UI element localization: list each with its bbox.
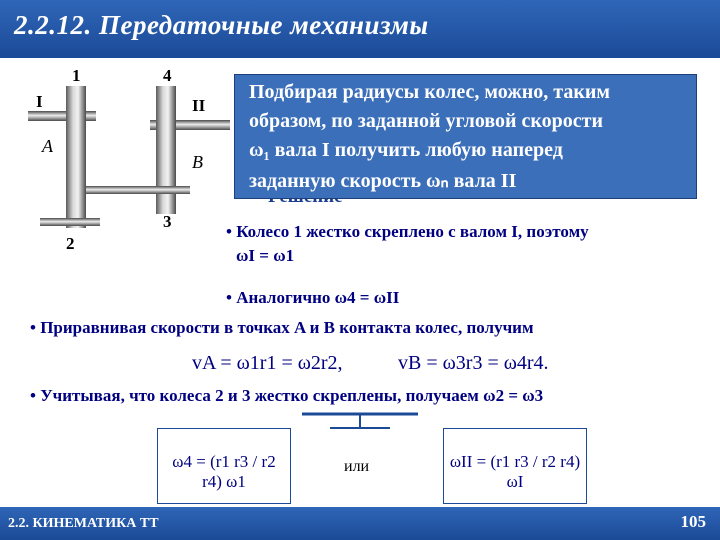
popup-line-1: Подбирая радиусы колес, можно, таким bbox=[249, 81, 611, 103]
bullet-2: • Аналогично ω4 = ωII bbox=[226, 288, 400, 307]
popup-line-4: заданную скорость ωₙ вала II bbox=[249, 170, 517, 192]
bullet-2-text: Аналогично ω4 = ωII bbox=[236, 288, 400, 307]
label-shaft-i: I bbox=[36, 92, 43, 111]
label-point-a: A bbox=[42, 136, 53, 156]
connector-or: или bbox=[344, 458, 370, 475]
label-wheel-4: 4 bbox=[163, 66, 172, 85]
bullet-3: • Приравнивая скорости в точках A и B контакта колес, получим bbox=[30, 318, 534, 337]
slide-title: 2.2.12. Передаточные механизмы bbox=[14, 10, 429, 40]
info-popup bbox=[234, 74, 697, 199]
wheel-4 bbox=[156, 86, 176, 174]
footer-section: 2.2. КИНЕМАТИКА ТТ bbox=[8, 516, 159, 531]
label-point-b: B bbox=[192, 152, 203, 172]
bullet-1-formula: ωI = ω1 bbox=[236, 246, 295, 265]
result-formula-2: ωII = (r1 r3 / r2 r4) ωI bbox=[449, 452, 581, 491]
wheel-2 bbox=[66, 146, 86, 228]
shaft-i-stub bbox=[40, 218, 100, 226]
popup-line-3: ω₁ вала I получить любую наперед bbox=[249, 139, 563, 161]
bullet-4-text: Учитывая, что колеса 2 и 3 жестко скреплены, получаем ω2 = ω3 bbox=[40, 386, 544, 405]
equation-left: vA = ω1r1 = ω2r2, bbox=[192, 352, 343, 374]
shaft-middle bbox=[86, 186, 190, 194]
label-wheel-2: 2 bbox=[66, 234, 75, 253]
result-formula-1: ω4 = (r1 r3 / r2 r4) ω1 bbox=[172, 452, 276, 491]
bullet-1-cont bbox=[236, 246, 294, 266]
slide-footer bbox=[0, 507, 720, 540]
popup-line-2: образом, по заданной угловой скорости bbox=[249, 110, 603, 132]
wheel-1 bbox=[66, 86, 86, 146]
label-shaft-ii: II bbox=[192, 96, 206, 115]
page-number: 105 bbox=[680, 512, 706, 531]
bullet-3-text: Приравнивая скорости в точках A и B контакта колес, получим bbox=[40, 318, 534, 337]
label-wheel-1: 1 bbox=[72, 66, 81, 85]
equation-right: vB = ω3r3 = ω4r4. bbox=[398, 352, 549, 374]
slide-header bbox=[0, 0, 720, 58]
label-wheel-3: 3 bbox=[163, 212, 172, 231]
bullet-1: • Колесо 1 жестко скреплено с валом I, поэтому bbox=[226, 222, 589, 241]
connector-arrow bbox=[290, 410, 430, 440]
gear-diagram bbox=[0, 58, 240, 258]
bullet-1-text: Колесо 1 жестко скреплено с валом I, поэтому bbox=[236, 222, 589, 241]
bullet-4: • Учитывая, что колеса 2 и 3 жестко скреплены, получаем ω2 = ω3 bbox=[30, 386, 544, 405]
